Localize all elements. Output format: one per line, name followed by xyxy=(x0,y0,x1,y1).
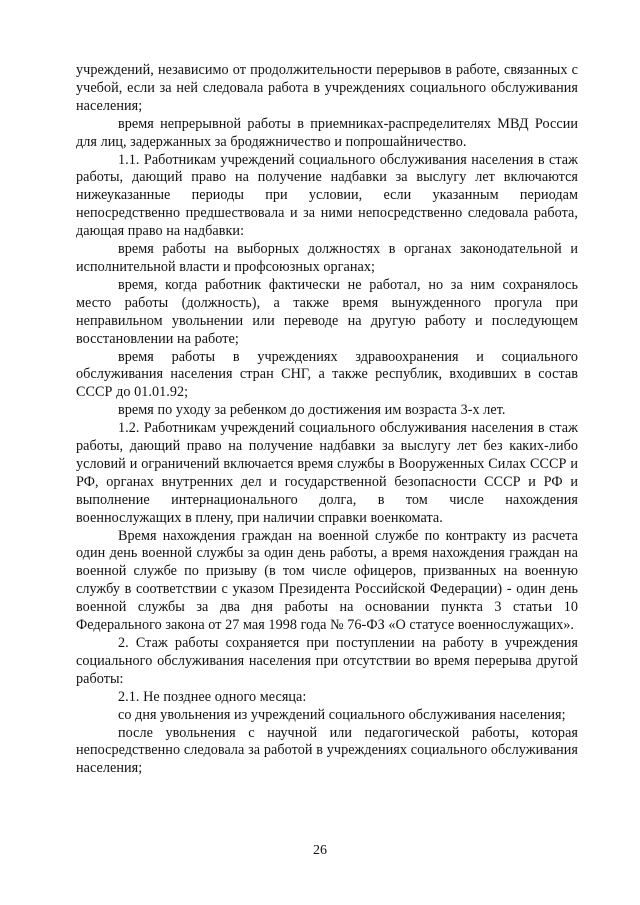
page-number: 26 xyxy=(313,843,327,858)
paragraph-continuation: учреждений, независимо от продолжительности перерывов в работе, связанных с учебой, если за ней следовала работа в учреждениях социального обслуживания населения; xyxy=(76,62,578,114)
paragraph-dismissal: со дня увольнения из учреждений социального обслуживания населения; xyxy=(118,706,566,723)
paragraph-1-2: 1.2. Работникам учреждений социального обслуживания населения в стаж работы, дающий право на получение надбавки за выслугу лет без каких-либо условий и ограничений включается время службы в Вооруженных Силах СССР и РФ, органах внутренних дел и государственной безопасности СССР и РФ и выполнение интернационального долга, в том числе нахождения военнослужащих в плену, при наличии справки военкомата. xyxy=(76,420,578,526)
paragraph-child-care: время по уходу за ребенком до достижения им возраста 3-х лет. xyxy=(118,402,506,419)
paragraph-mvd-reception-centers: время непрерывной работы в приемниках-распределителях МВД России для лиц, задержанных за бродяжничество и попрошайничество. xyxy=(76,115,578,150)
paragraph-military-service: Время нахождения граждан на военной службе по контракту из расчета один день военной службы за один день работы, а время нахождения граждан на военной службе по призыву (в том числе офицеров, призванных на военную службу в соответствии с указом Президента Российской Федерации) - один день военной службы за два дня работы на основании пункта 3 статьи 10 Федерального закона от 27 мая 1998 года № 76-ФЗ «О статусе военнослужащих». xyxy=(76,527,578,634)
paragraph-2-1: 2.1. Не позднее одного месяца: xyxy=(118,688,307,705)
paragraph-elected-positions: время работы на выборных должностях в органах законодательной и исполнительной власти и профсоюзных органах; xyxy=(76,241,578,275)
paragraph-retained-workplace: время, когда работник фактически не работал, но за ним сохранялось место работы (должность), а также время вынужденного прогула при неправильном увольнении или переводе на другую работу и последующем восстановлении на работе; xyxy=(76,276,578,347)
paragraph-cis-institutions: время работы в учреждениях здравоохранения и социального обслуживания населения стран СНГ, а также республик, входивших в состав СССР до 01.01.92; xyxy=(76,348,578,401)
paragraph-2: 2. Стаж работы сохраняется при поступлении на работу в учреждения социального обслуживания населения при отсутствии во время перерыва другой работы: xyxy=(76,635,578,687)
paragraph-scientific-work: после увольнения с научной или педагогической работы, которая непосредственно следовала за работой в учреждениях социального обслуживания населения; xyxy=(76,724,578,777)
document-page xyxy=(76,62,578,778)
paragraph-1-1: 1.1. Работникам учреждений социального обслуживания населения в стаж работы, дающий право на получение надбавки за выслугу лет включаются нижеуказанные периоды при условии, если указанным периодам непосредственно предшествовала и за ними непосредственно следовала работа, дающая право на надбавки: xyxy=(76,151,578,240)
